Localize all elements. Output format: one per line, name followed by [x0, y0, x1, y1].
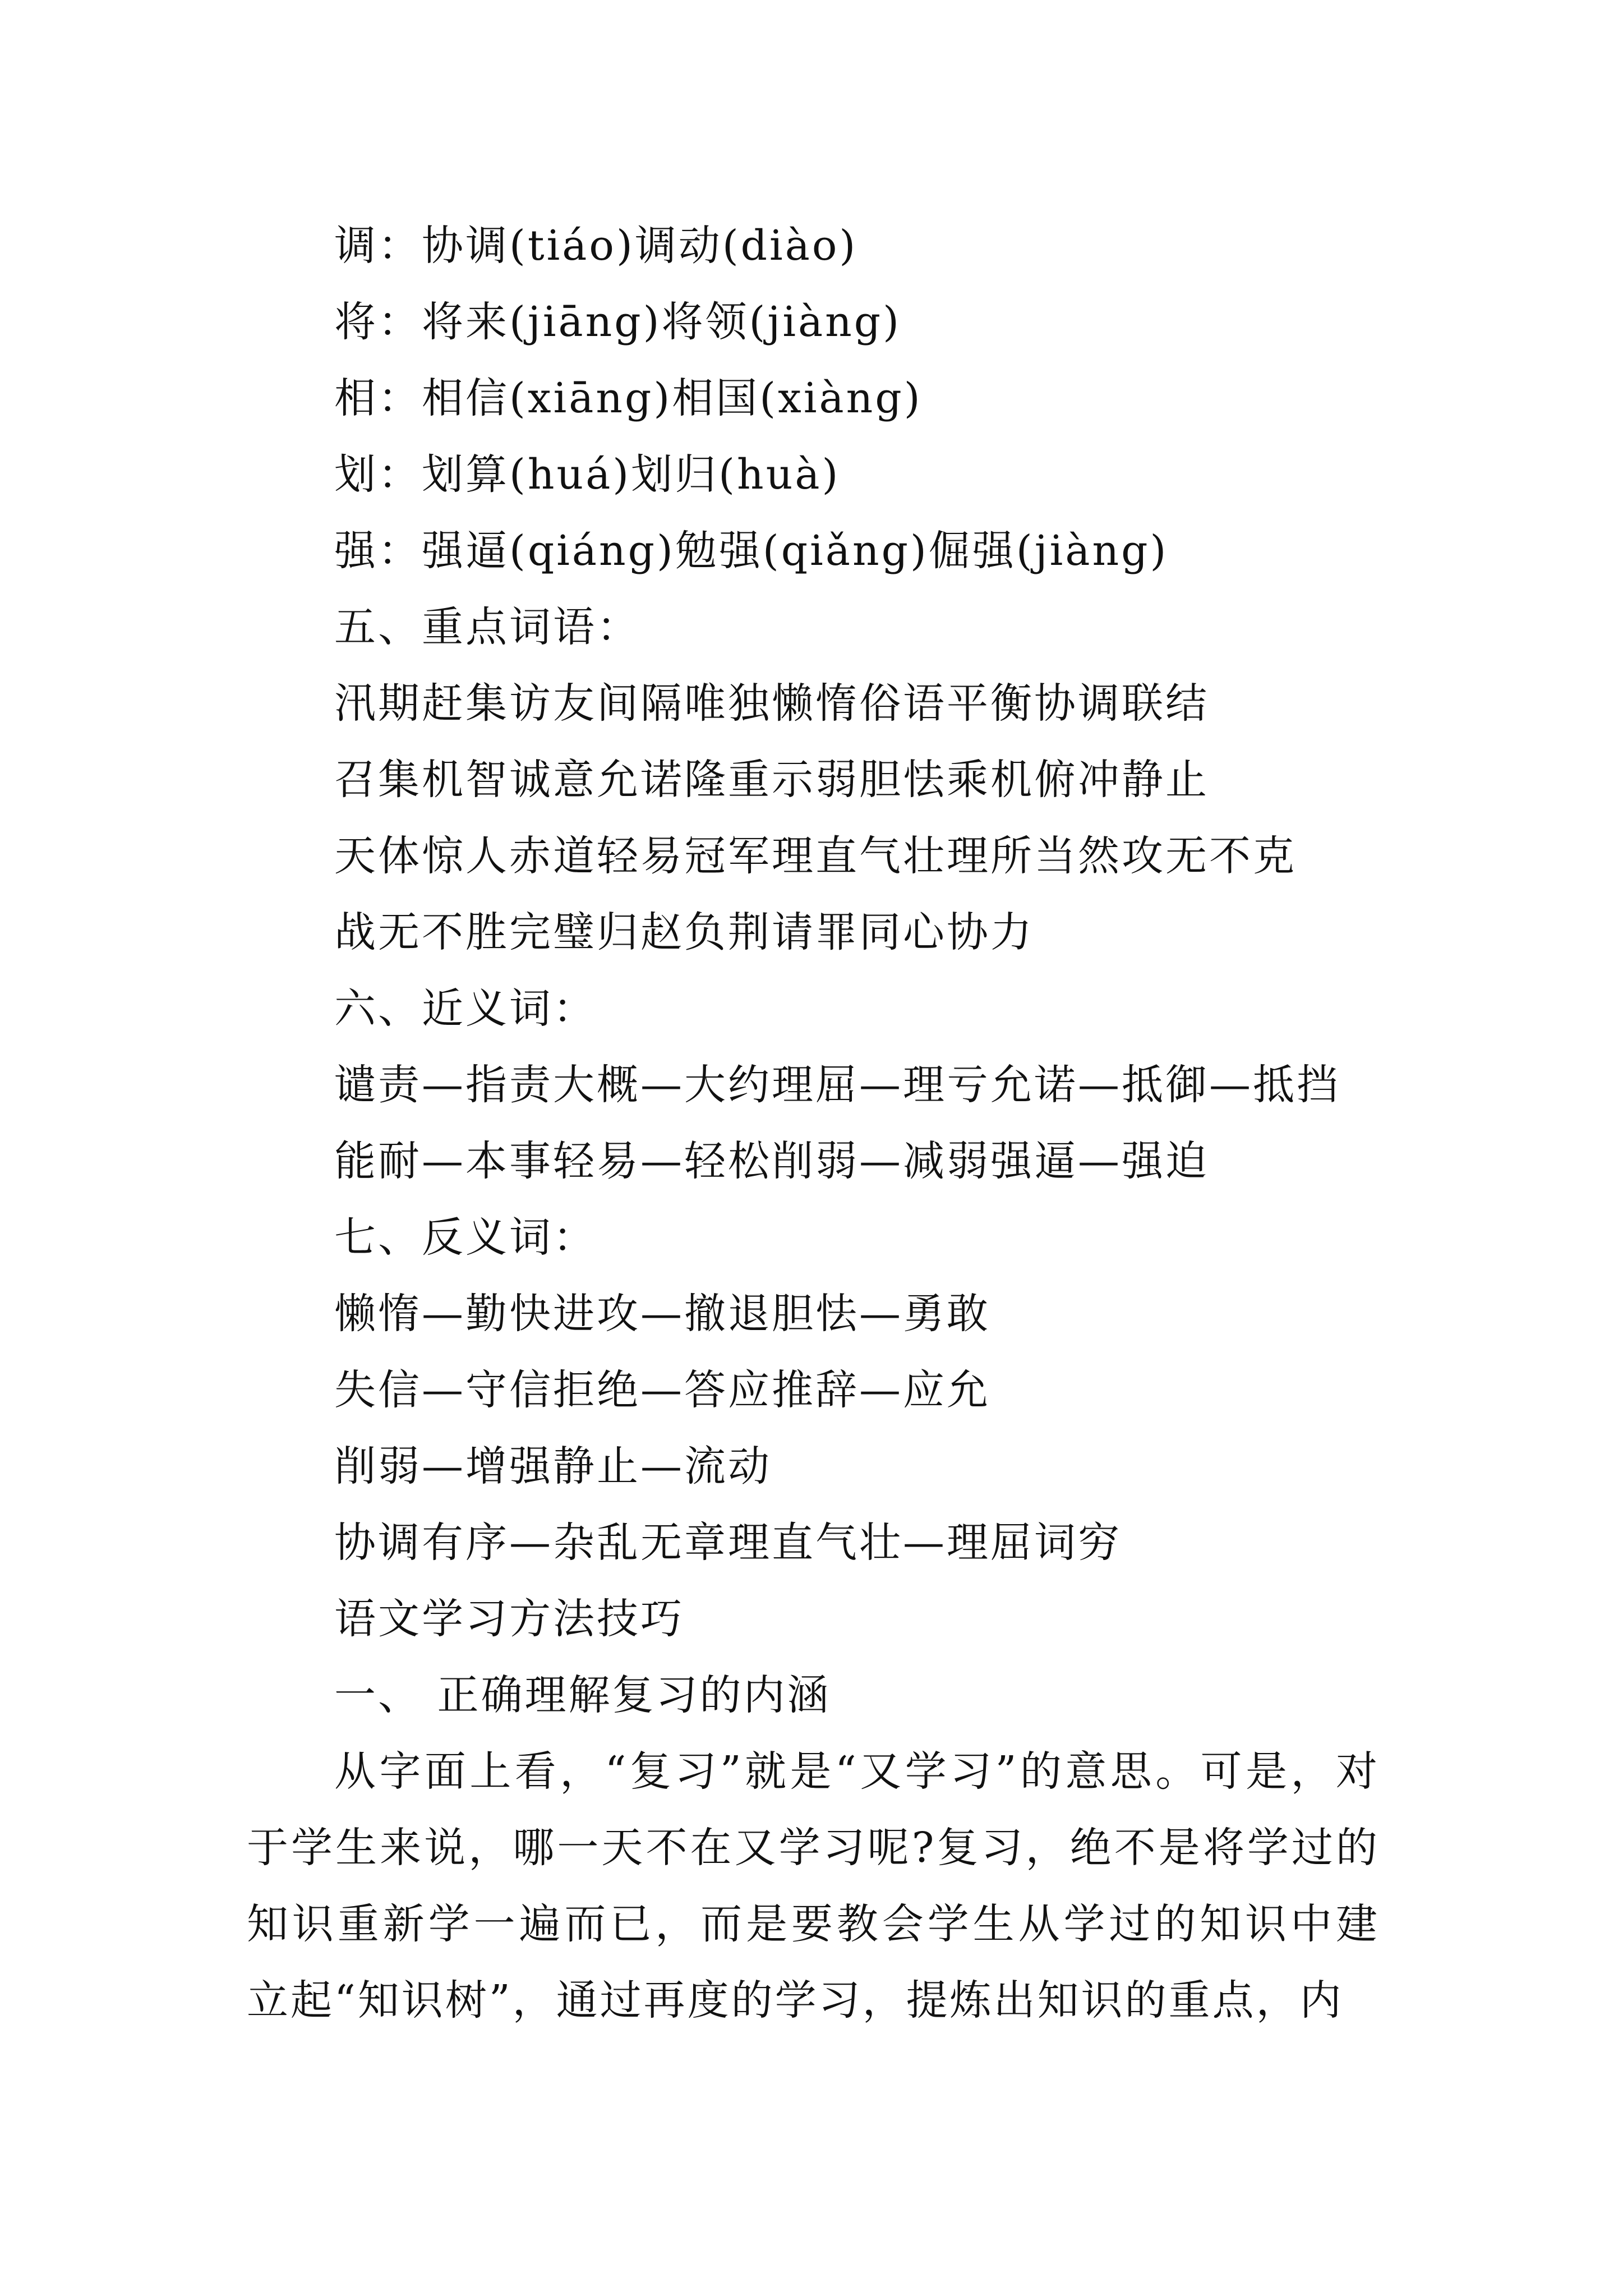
polyphone-line-qiang: 强：强逼(qiáng)勉强(qiǎng)倔强(jiàng): [334, 527, 1169, 575]
subheading-review-meaning: 一、 正确理解复习的内涵: [334, 1671, 831, 1719]
synonyms-line-2: 能耐—本事轻易—轻松削弱—减弱强逼—强迫: [334, 1137, 1209, 1185]
body-paragraph: 从字面上看，“复习”就是“又学习”的意思。可是，对于学生来说，哪一天不在又学习呢?复习，绝不是将学过的知识重新学一遍而已，而是要教会学生从学过的知识中建立起“知识树”，通过再度的学习，提炼出知识的重点，内: [247, 1747, 1380, 2024]
key-words-line-4: 战无不胜完璧归赵负荆请罪同心协力: [334, 908, 1034, 956]
section-heading-synonyms: 六、近义词：: [334, 984, 597, 1033]
antonyms-line-4: 协调有序—杂乱无章理直气壮—理屈词穷: [334, 1519, 1122, 1567]
key-words-line-1: 汛期赶集访友间隔唯独懒惰俗语平衡协调联结: [334, 679, 1209, 728]
key-words-line-3: 天体惊人赤道轻易冠军理直气壮理所当然攻无不克: [334, 832, 1297, 880]
section-heading-key-words: 五、重点词语：: [334, 603, 640, 651]
document-content: [247, 208, 1380, 2039]
section-heading-study-methods: 语文学习方法技巧: [334, 1595, 684, 1643]
antonyms-line-2: 失信—守信拒绝—答应推辞—应允: [334, 1366, 990, 1414]
synonyms-line-1: 谴责—指责大概—大约理屈—理亏允诺—抵御—抵挡: [334, 1061, 1340, 1109]
polyphone-line-tiao: 调：协调(tiáo)调动(diào): [334, 222, 858, 270]
key-words-line-2: 召集机智诚意允诺隆重示弱胆怯乘机俯冲静止: [334, 756, 1209, 804]
section-heading-antonyms: 七、反义词：: [334, 1213, 597, 1262]
antonyms-line-3: 削弱—增强静止—流动: [334, 1442, 772, 1490]
polyphone-line-hua: 划：划算(huá)划归(huà): [334, 450, 841, 499]
antonyms-line-1: 懒惰—勤快进攻—撤退胆怯—勇敢: [334, 1290, 990, 1338]
polyphone-line-jiang: 将：将来(jiāng)将领(jiàng): [334, 298, 901, 346]
polyphone-line-xiang: 相：相信(xiāng)相国(xiàng): [334, 374, 923, 422]
